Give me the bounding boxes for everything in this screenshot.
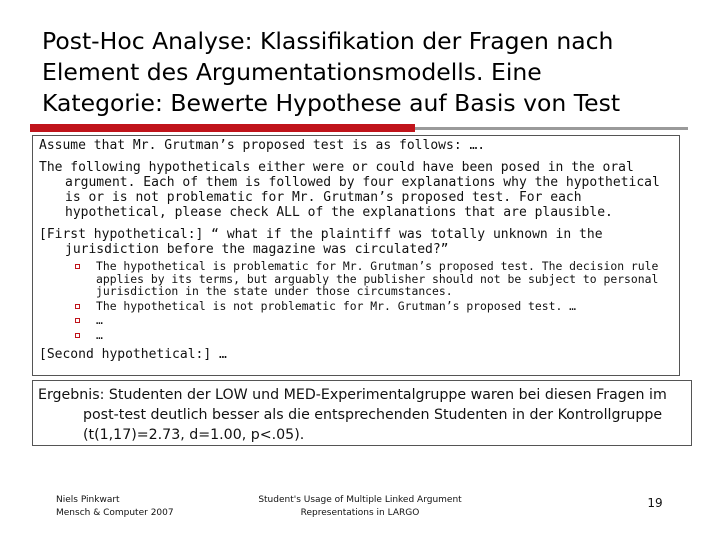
title-line-1: Post-Hoc Analyse: Klassifikation der Fragen nach <box>42 27 614 55</box>
explanation-option <box>39 329 675 342</box>
result-box <box>32 380 692 446</box>
explanation-option <box>39 300 675 313</box>
footer-author-block <box>56 494 174 520</box>
checkbox-icon <box>75 264 80 269</box>
checkbox-icon <box>75 333 80 338</box>
footer-talk-line-1: Student's Usage of Multiple Linked Argument <box>258 495 462 505</box>
page-number: 19 <box>647 496 663 510</box>
question-example-box <box>32 135 680 376</box>
slide-title <box>42 26 702 119</box>
explanation-text: … <box>96 313 103 328</box>
result-text: Ergebnis: Studenten der LOW und MED-Experimentalgruppe waren bei diesen Fragen im post-test deutlich besser als die entsprechenden Studenten in der Kontrollgruppe (t(1,17)=2.73, d=1.00, p<.05). <box>38 387 667 443</box>
footer-talk-line-2: Representations in LARGO <box>300 508 420 518</box>
explanation-options <box>39 260 675 342</box>
instructions-paragraph: The following hypotheticals either were or could have been posed in the oral argument. Each of them is followed by four explanations why the hypothetical is or is not problematic for Mr. Grutman’s proposed test. For each hypothetical, please check ALL of the explanations that are plausible. <box>39 160 660 220</box>
footer-conference: Mensch & Computer 2007 <box>56 508 174 518</box>
explanation-text: … <box>96 327 103 342</box>
footer-author: Niels Pinkwart <box>56 495 120 505</box>
second-hypothetical: [Second hypothetical:] … <box>39 346 227 362</box>
title-line-2: Element des Argumentationsmodells. Eine <box>42 58 542 86</box>
footer-talk-title <box>232 494 488 520</box>
explanation-text: The hypothetical is problematic for Mr. Grutman’s proposed test. The decision rule applies by its terms, but arguably the publisher should not be subject to personal jurisdiction in the state under those circumstances. <box>96 259 659 299</box>
checkbox-icon <box>75 304 80 309</box>
checkbox-icon <box>75 318 80 323</box>
explanation-option <box>39 260 675 298</box>
explanation-option <box>39 314 675 327</box>
test-statement: Assume that Mr. Grutman’s proposed test is as follows: …. <box>39 138 486 153</box>
title-line-3: Kategorie: Bewerte Hypothese auf Basis von Test <box>42 89 621 117</box>
title-accent-bar <box>30 124 415 132</box>
explanation-text: The hypothetical is not problematic for Mr. Grutman’s proposed test. … <box>96 298 577 313</box>
first-hypothetical: [First hypothetical:] “ what if the plaintiff was totally unknown in the jurisdiction before the magazine was circulated?” <box>39 227 603 257</box>
